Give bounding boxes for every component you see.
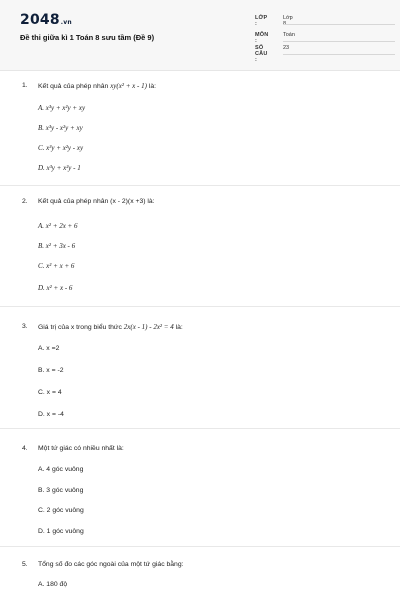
- question-text-tail: là:: [175, 324, 183, 331]
- question-number: 1.: [22, 82, 28, 89]
- answer-option-b[interactable]: B. x² + 3x - 6: [38, 242, 76, 250]
- question-text-tail: là:: [148, 83, 157, 90]
- answer-option-a[interactable]: A. x =2: [38, 345, 60, 352]
- answer-option-a[interactable]: A. 180 độ: [38, 581, 68, 588]
- question-text: [38, 323, 183, 331]
- meta-count-label: SỐ CÂU :: [255, 45, 268, 63]
- question-text: Tổng số đo các góc ngoài của một tứ giác bằng:: [38, 561, 184, 568]
- meta-class-value: Lớp 8: [283, 15, 293, 27]
- answer-option-d[interactable]: D. x = -4: [38, 411, 64, 418]
- answer-option-d[interactable]: D. x² + x - 6: [38, 284, 73, 292]
- question-number: 3.: [22, 323, 28, 330]
- answer-option-c[interactable]: C. x² + x + 6: [38, 262, 75, 270]
- meta-subject-value: Toán: [283, 32, 295, 38]
- answer-option-b[interactable]: B. 3 góc vuông: [38, 487, 84, 494]
- exam-title: Đề thi giữa kì 1 Toán 8 sưu tầm (Đề 9): [20, 33, 155, 42]
- answer-option-a[interactable]: A. 4 góc vuông: [38, 466, 84, 473]
- question-text-lead: Kết quả của phép nhân: [38, 83, 109, 90]
- question-math: xy(x² + x - 1): [110, 82, 147, 90]
- question-text: [38, 82, 156, 90]
- question-number: 2.: [22, 198, 28, 205]
- answer-option-c[interactable]: C. x = 4: [38, 389, 62, 396]
- answer-option-a[interactable]: A. x³y + x²y + xy: [38, 104, 86, 112]
- answer-option-d[interactable]: D. x³y + x²y - 1: [38, 164, 81, 172]
- meta-count-value: 23: [283, 45, 290, 51]
- meta-divider: [283, 41, 395, 42]
- meta-subject-label: MÔN :: [255, 32, 269, 44]
- question-number: 5.: [22, 561, 28, 568]
- logo-main: 2048: [20, 12, 60, 28]
- question-text: Kết quả của phép nhân (x - 2)(x +3) là:: [38, 198, 155, 205]
- meta-class-label: LỚP :: [255, 15, 268, 27]
- question-text-lead: Giá trị của x trong biểu thức: [38, 324, 122, 331]
- meta-divider: [283, 24, 395, 25]
- question-divider: [0, 546, 400, 547]
- exam-header: [0, 0, 400, 71]
- question-divider: [0, 185, 400, 186]
- answer-option-a[interactable]: A. x² + 2x + 6: [38, 222, 78, 230]
- question-divider: [0, 428, 400, 429]
- question-number: 4.: [22, 445, 28, 452]
- answer-option-c[interactable]: C. 2 góc vuông: [38, 507, 84, 514]
- answer-option-c[interactable]: C. x³y + x²y - xy: [38, 144, 84, 152]
- answer-option-d[interactable]: D. 1 góc vuông: [38, 528, 84, 535]
- meta-divider: [283, 54, 395, 55]
- question-text: Một tứ giác có nhiều nhất là:: [38, 445, 124, 452]
- site-logo[interactable]: [20, 12, 72, 28]
- logo-suffix: .vn: [60, 19, 72, 26]
- answer-option-b[interactable]: B. x = -2: [38, 367, 64, 374]
- question-divider: [0, 306, 400, 307]
- question-math: 2x(x - 1) - 2x² = 4: [123, 323, 174, 331]
- answer-option-b[interactable]: B. x³y - x²y + xy: [38, 124, 83, 132]
